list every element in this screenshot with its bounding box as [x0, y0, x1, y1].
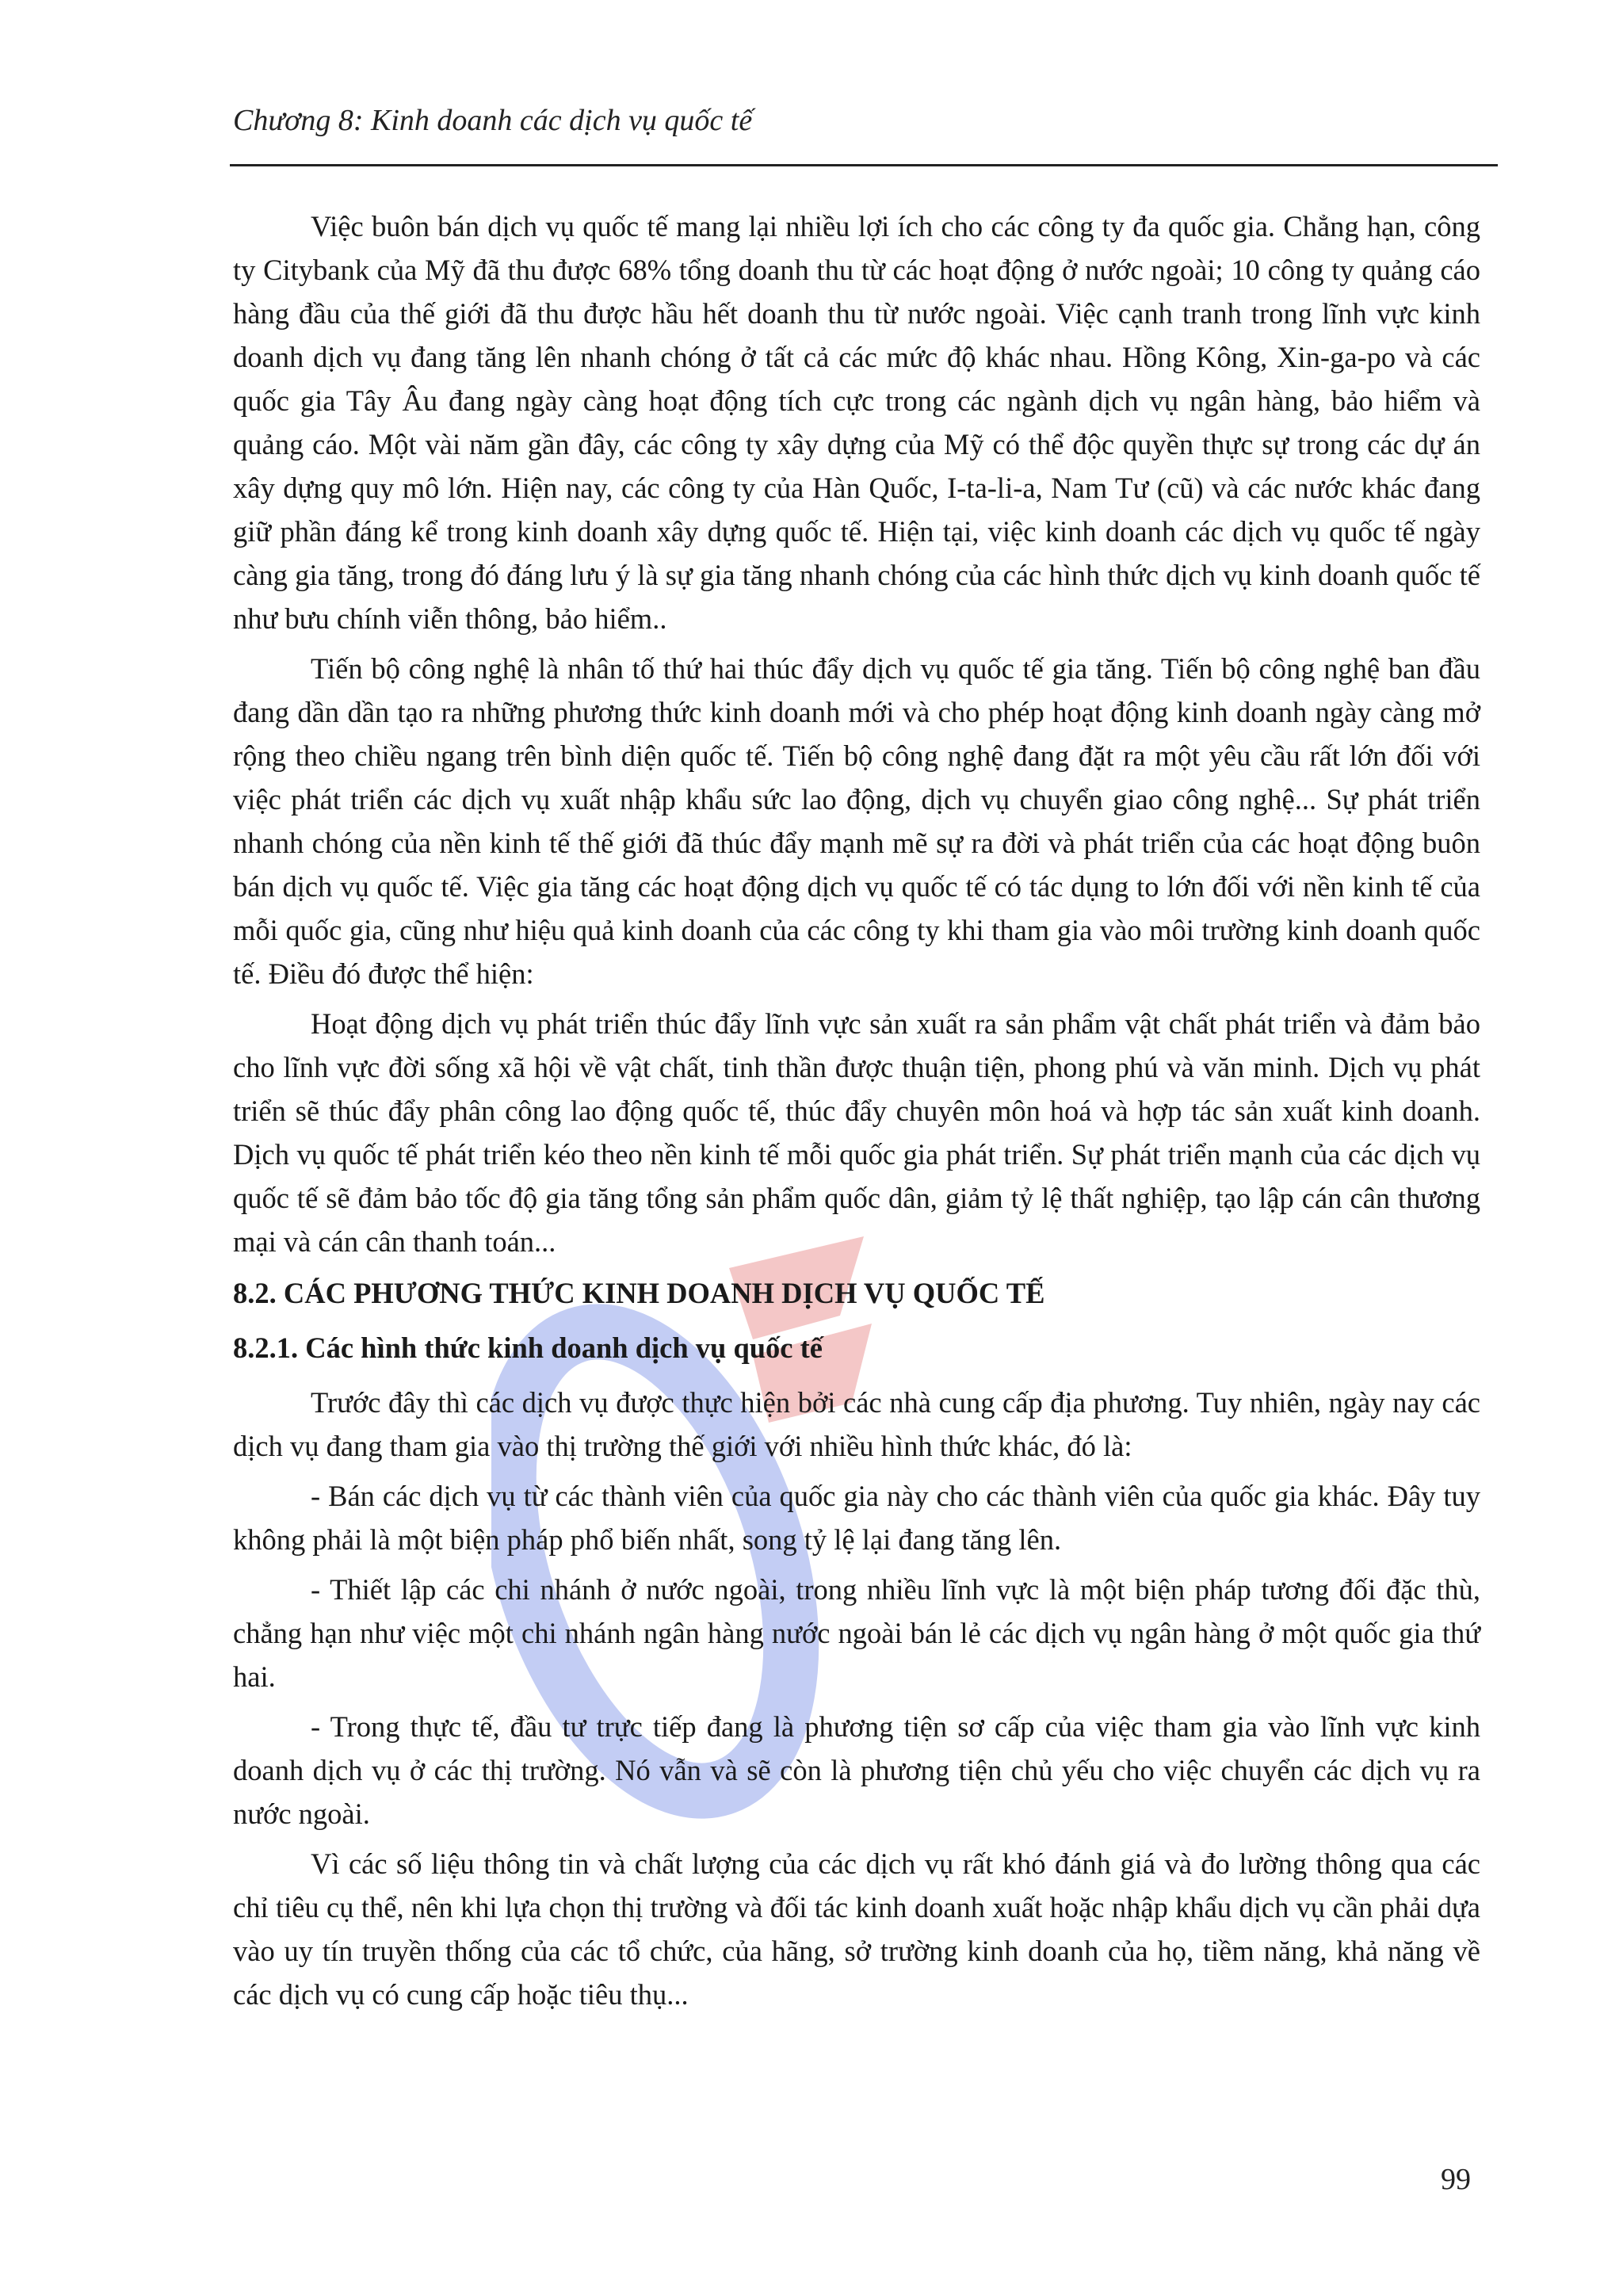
paragraph-form-direct-investment: - Trong thực tế, đầu tư trực tiếp đang là phương tiện sơ cấp của việc tham gia vào lĩnh vực kinh doanh dịch vụ ở các thị trường. Nó vẫn và sẽ còn là phương tiện chủ yếu cho việc chuyển các dịch vụ ra nước ngoài. — [233, 1710, 1480, 1830]
paragraph-partner-selection: Vì các số liệu thông tin và chất lượng của các dịch vụ rất khó đánh giá và đo lường thông qua các chỉ tiêu cụ thể, nên khi lựa chọn thị trường và đối tác kinh doanh xuất hoặc nhập khẩu dịch vụ cần phải dựa vào uy tín truyền thống của các tổ chức, của hãng, sở trường kinh doanh của họ, tiềm năng, khả năng về các dịch vụ có cung cấp hoặc tiêu thụ... — [233, 1847, 1480, 2011]
paragraph-technology-progress: Tiến bộ công nghệ là nhân tố thứ hai thúc đẩy dịch vụ quốc tế gia tăng. Tiến bộ công nghệ ban đầu đang dần dần tạo ra những phương thức kinh doanh mới và cho phép hoạt động kinh doanh ngày càng mở rộng theo chiều ngang trên bình diện quốc tế. Tiến bộ công nghệ đang đặt ra một yêu cầu rất lớn đối với việc phát triển các dịch vụ xuất nhập khẩu sức lao động, dịch vụ chuyển giao công nghệ... Sự phát triển nhanh chóng của nền kinh tế thế giới đã thúc đẩy mạnh mẽ sự ra đời và phát triển của các hoạt động buôn bán dịch vụ quốc tế. Việc gia tăng các hoạt động dịch vụ quốc tế có tác dụng to lớn đối với nền kinh tế của mỗi quốc gia, cũng như hiệu quả kinh doanh của các công ty khi tham gia vào môi trường kinh doanh quốc tế. Điều đó được thể hiện: — [233, 652, 1480, 990]
paragraph-service-development: Hoạt động dịch vụ phát triển thúc đẩy lĩnh vực sản xuất ra sản phẩm vật chất phát triển và đảm bảo cho lĩnh vực đời sống xã hội về vật chất, tinh thần được thuận tiện, phong phú và văn minh. Dịch vụ phát triển sẽ thúc đẩy phân công lao động quốc tế, thúc đẩy chuyên môn hoá và hợp tác sản xuất kinh doanh. Dịch vụ quốc tế phát triển kéo theo nền kinh tế mỗi quốc gia phát triển. Sự phát triển mạnh của các dịch vụ quốc tế sẽ đảm bảo tốc độ gia tăng tổng sản phẩm quốc dân, giảm tỷ lệ thất nghiệp, tạo lập cán cân thương mại và cán cân thanh toán... — [233, 1007, 1480, 1258]
running-header: Chương 8: Kinh doanh các dịch vụ quốc tế — [233, 104, 753, 137]
section-heading: 8.2. CÁC PHƯƠNG THỨC KINH DOANH DỊCH VỤ QUỐC TẾ — [233, 1277, 1045, 1309]
paragraph-service-trade-benefits: Việc buôn bán dịch vụ quốc tế mang lại nhiều lợi ích cho các công ty đa quốc gia. Chẳng hạn, công ty Citybank của Mỹ đã thu được 68% tổng doanh thu từ các hoạt động ở nước ngoài; 10 công ty quảng cáo hàng đầu của thế giới đã thu được hầu hết doanh thu từ nước ngoài. Việc cạnh tranh trong lĩnh vực kinh doanh dịch vụ đang tăng lên nhanh chóng ở tất cả các mức độ khác nhau. Hồng Kông, Xin-ga-po và các quốc gia Tây Âu đang ngày càng hoạt động tích cực trong các ngành dịch vụ ngân hàng, bảo hiểm và quảng cáo. Một vài năm gần đây, các công ty xây dựng của Mỹ có thể độc quyền thực sự trong các dự án xây dựng quy mô lớn. Hiện nay, các công ty của Hàn Quốc, I-ta-li-a, Nam Tư (cũ) và các nước khác đang giữ phần đáng kể trong kinh doanh xây dựng quốc tế. Hiện tại, việc kinh doanh các dịch vụ quốc tế ngày càng gia tăng, trong đó đáng lưu ý là sự gia tăng nhanh chóng của các hình thức dịch vụ kinh doanh quốc tế như bưu chính viễn thông, bảo hiểm.. — [233, 210, 1480, 635]
paragraph-intro-forms: Trước đây thì các dịch vụ được thực hiện bởi các nhà cung cấp địa phương. Tuy nhiên, ngày nay các dịch vụ đang tham gia vào thị trường thế giới với nhiều hình thức khác, đó là: — [233, 1386, 1480, 1462]
paragraph-form-cross-border: - Bán các dịch vụ từ các thành viên của quốc gia này cho các thành viên của quốc gia khác. Đây tuy không phải là một biện pháp phổ biến nhất, song tỷ lệ lại đang tăng lên. — [233, 1480, 1480, 1556]
page-number: 99 — [1441, 2163, 1471, 2196]
paragraph-form-branches: - Thiết lập các chi nhánh ở nước ngoài, trong nhiều lĩnh vực là một biện pháp tương đối đặc thù, chẳng hạn như việc một chi nhánh ngân hàng nước ngoài bán lẻ các dịch vụ ngân hàng ở một quốc gia thứ hai. — [233, 1573, 1480, 1693]
header-rule — [230, 164, 1498, 166]
page-content — [233, 204, 1480, 2023]
subsection-heading: 8.2.1. Các hình thức kinh doanh dịch vụ quốc tế — [233, 1331, 823, 1364]
